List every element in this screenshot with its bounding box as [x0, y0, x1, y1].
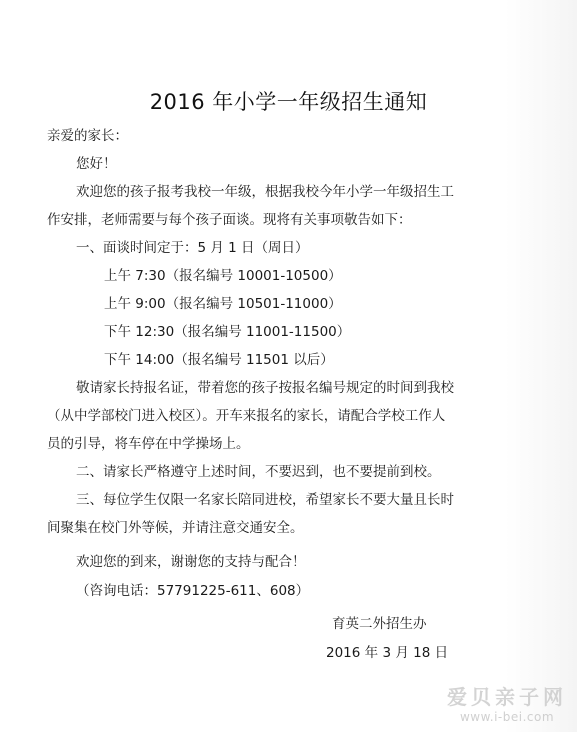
watermark-logo	[447, 681, 567, 724]
session-item: 上午 9:00（报名编号 10501-11000）	[104, 296, 342, 312]
closing-text: 欢迎您的到来，谢谢您的支持与配合！	[76, 554, 306, 570]
item-3-line-1: 三、每位学生仅限一名家长陪同进校，希望家长不要大量且长时	[76, 492, 454, 508]
item-1-heading: 一、面谈时间定于：5 月 1 日（周日）	[76, 240, 309, 256]
request-line-2: （从中学部校门进入校区）。开车来报名的家长，请配合学校工作人	[47, 408, 446, 424]
greeting: 您好！	[76, 156, 117, 172]
document-title: 2016 年小学一年级招生通知	[149, 90, 428, 114]
session-item: 下午 14:00（报名编号 11501 以后）	[104, 352, 334, 368]
request-line-1: 敬请家长持报名证，带着您的孩子按报名编号规定的时间到我校	[76, 380, 454, 396]
intro-line-2: 作安排，老师需要与每个孩子面谈。现将有关事项敬告如下：	[47, 212, 412, 228]
signature: 育英二外招生办	[332, 616, 427, 632]
salutation: 亲爱的家长：	[47, 128, 128, 144]
intro-line-1: 欢迎您的孩子报考我校一年级，根据我校今年小学一年级招生工	[76, 184, 454, 200]
session-item: 下午 12:30（报名编号 11001-11500）	[104, 324, 351, 340]
contact-phone: （咨询电话：57791225-611、608）	[76, 583, 310, 599]
request-line-3: 员的引导，将车停在中学操场上。	[47, 436, 250, 452]
item-2: 二、请家长严格遵守上述时间，不要迟到，也不要提前到校。	[76, 464, 441, 480]
watermark-url: www.i-bei.com	[459, 710, 555, 724]
watermark-text: 爱贝亲子网	[447, 685, 567, 709]
item-3-line-2: 间聚集在校门外等候，并请注意交通安全。	[47, 520, 304, 536]
session-item: 上午 7:30（报名编号 10001-10500）	[104, 268, 342, 284]
document-date: 2016 年 3 月 18 日	[326, 645, 449, 661]
